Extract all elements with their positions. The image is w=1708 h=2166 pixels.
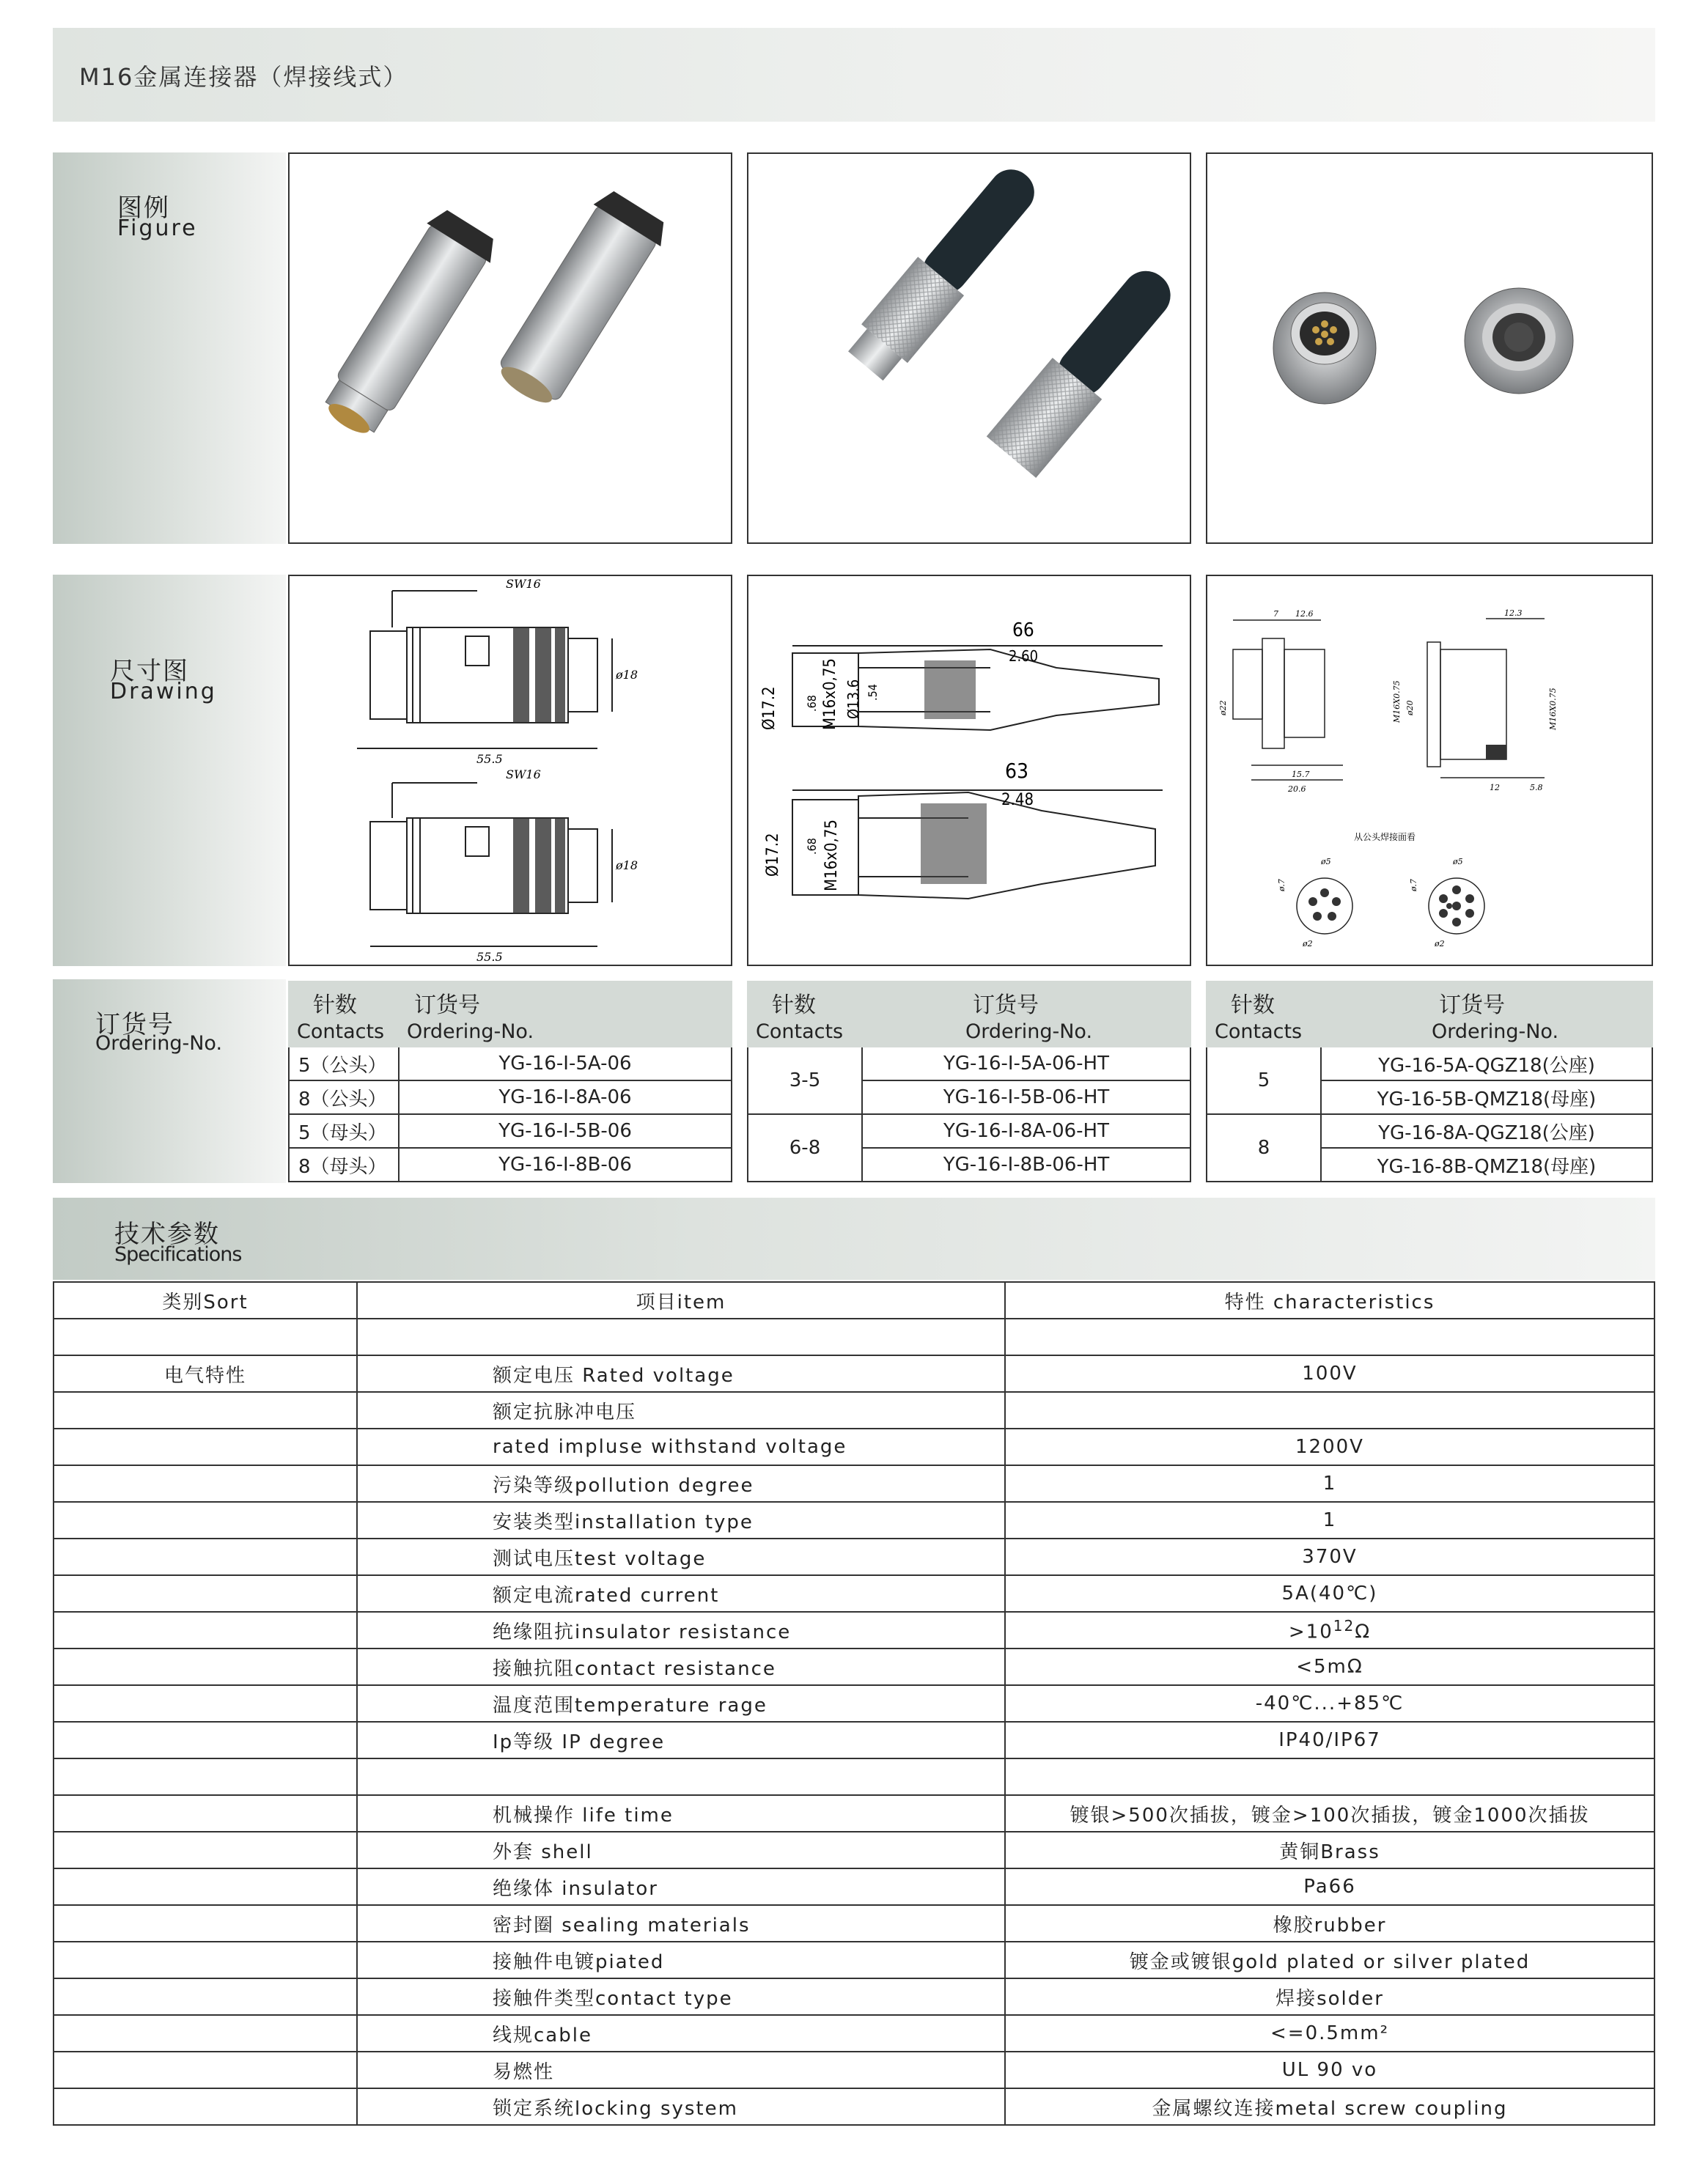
figure-photo-2 — [747, 152, 1191, 544]
spec-item-cell: 绝缘体 insulator — [357, 1868, 1005, 1905]
spec-item-cell: 密封圈 sealing materials — [357, 1905, 1005, 1942]
drawing2-d54: .54 — [866, 684, 880, 701]
spec-item-cell: 额定抗脉冲电压 — [357, 1392, 1005, 1429]
spec-row — [54, 1868, 1654, 1905]
spec-row — [54, 1465, 1654, 1502]
specs-table — [53, 1281, 1655, 2126]
panel-sockets-image — [1207, 154, 1652, 542]
drawing3-thread: M16X0.75 — [1392, 680, 1402, 723]
spec-value-cell: 1 — [1005, 1502, 1654, 1539]
drawing3-thread2: M16X0.75 — [1548, 688, 1558, 730]
contacts-header: 针数 Contacts — [289, 981, 399, 1047]
drawing3-dim-c: 15.7 — [1292, 770, 1310, 779]
spec-row — [54, 1649, 1654, 1685]
drawing-2 — [747, 575, 1191, 966]
spec-value-cell — [1005, 1319, 1654, 1355]
spec-row — [54, 1429, 1654, 1465]
spec-sort-cell — [54, 1868, 357, 1905]
spec-item-cell: 绝缘阻抗insulator resistance — [357, 1612, 1005, 1649]
spec-value-cell: 1200V — [1005, 1429, 1654, 1465]
spec-row — [54, 1392, 1654, 1429]
figure-label-cn: 图例 — [117, 194, 170, 223]
drawing-label-en: Drawing — [110, 679, 217, 704]
spec-value-cell — [1005, 1758, 1654, 1795]
drawing2-sub-bottom: 2.48 — [1001, 791, 1034, 809]
table-row: YG-16-5B-QMZ18(母座) — [1207, 1080, 1652, 1114]
drawing-label-band — [53, 575, 286, 966]
spec-item-cell: 污染等级pollution degree — [357, 1465, 1005, 1502]
solder-connector-drawing — [290, 576, 731, 965]
drawing-label-cn: 尺寸图 — [110, 657, 189, 686]
spec-sort-cell — [54, 1978, 357, 2015]
drawing1-dia-bottom: ø18 — [616, 858, 638, 872]
spec-item-cell: 安装类型installation type — [357, 1502, 1005, 1539]
spec-value-cell: 金属螺纹连接metal screw coupling — [1005, 2088, 1654, 2125]
spec-item-cell: 易燃性 — [357, 2052, 1005, 2088]
drawing3-dim-e: 12.3 — [1504, 608, 1523, 618]
spec-value-cell: -40℃...+85℃ — [1005, 1685, 1654, 1722]
spec-item-cell: 线规cable — [357, 2015, 1005, 2052]
drawing3-d5b: ø5 — [1453, 857, 1463, 866]
spec-sort-cell — [54, 1685, 357, 1722]
figure-photo-3 — [1206, 152, 1653, 544]
table-row: 8（公头） YG-16-I-8A-06 — [289, 1080, 732, 1114]
drawing3-d07b: ø.7 — [1409, 879, 1418, 891]
drawing3-d22: ø22 — [1218, 700, 1228, 715]
spec-sort-cell — [54, 2088, 357, 2125]
specs-label-band — [53, 1198, 1655, 1280]
panel-socket-drawing — [1207, 576, 1652, 965]
table-row: YG-16-I-8B-06-HT — [748, 1148, 1190, 1182]
drawing-1 — [288, 575, 732, 966]
drawing2-threadb: M16x0,75 — [822, 819, 841, 891]
spec-item-cell: 接触件类型contact type — [357, 1978, 1005, 2015]
drawing3-d2b: ø2 — [1435, 939, 1445, 948]
spec-row — [54, 2052, 1654, 2088]
spec-item-cell: 额定电流rated current — [357, 1575, 1005, 1612]
table-row: 5（公头） YG-16-I-5A-06 — [289, 1047, 732, 1080]
table-row: 5 YG-16-5A-QGZ18(公座) — [1207, 1047, 1652, 1080]
spec-value-cell: 焊接solder — [1005, 1978, 1654, 2015]
spec-item-cell: 机械操作 life time — [357, 1795, 1005, 1832]
spec-sort-cell — [54, 1612, 357, 1649]
spec-item-cell: rated impluse withstand voltage — [357, 1429, 1005, 1465]
drawing2-len-bottom: 63 — [1005, 759, 1029, 783]
spec-row — [54, 1942, 1654, 1978]
cable-connector-drawing — [748, 576, 1190, 965]
item-header: 项目item — [357, 1282, 1005, 1319]
ordering-table-2 — [747, 981, 1191, 1182]
drawing2-len-top: 66 — [1012, 619, 1034, 641]
table-row: YG-16-8B-QMZ18(母座) — [1207, 1148, 1652, 1182]
spec-item-cell: 测试电压test voltage — [357, 1539, 1005, 1575]
spec-value-cell: UL 90 vo — [1005, 2052, 1654, 2088]
drawing2-sub-top: 2.60 — [1009, 647, 1039, 665]
specs-header-row — [54, 1282, 1654, 1319]
spec-row — [54, 1575, 1654, 1612]
drawing2-dia1b: Ø17.2 — [764, 833, 782, 877]
spec-sort-cell — [54, 1649, 357, 1685]
spec-row — [54, 1685, 1654, 1722]
spec-sort-cell — [54, 1575, 357, 1612]
spec-value-cell: 370V — [1005, 1539, 1654, 1575]
spec-value-cell: 镀金或镀银gold plated or silver plated — [1005, 1942, 1654, 1978]
drawing2-dia1: Ø17.2 — [760, 686, 778, 730]
spec-value-cell: Pa66 — [1005, 1868, 1654, 1905]
page-title: M16金属连接器（焊接线式） — [79, 63, 408, 91]
ordering-label-cn: 订货号 — [95, 1010, 174, 1039]
spec-row — [54, 1832, 1654, 1868]
drawing2-thread: M16x0,75 — [821, 657, 839, 730]
spec-sort-cell: 电气特性 — [54, 1355, 357, 1392]
drawing3-d2a: ø2 — [1303, 939, 1313, 948]
spec-sort-cell — [54, 1392, 357, 1429]
figure-photo-1 — [288, 152, 732, 544]
spec-sort-cell — [54, 2015, 357, 2052]
drawing3-d07a: ø.7 — [1277, 879, 1286, 891]
spec-sort-cell — [54, 1832, 357, 1868]
spec-item-cell: 接触抗阻contact resistance — [357, 1649, 1005, 1685]
ordering-table-3 — [1206, 981, 1653, 1182]
spec-value-cell: 1 — [1005, 1465, 1654, 1502]
spec-value-cell: 橡胶rubber — [1005, 1905, 1654, 1942]
spec-sort-cell — [54, 1722, 357, 1758]
drawing1-len-top: 55.5 — [476, 752, 503, 766]
table-row: 8（母头） YG-16-I-8B-06 — [289, 1148, 732, 1182]
order-header: 订货号 Ordering-No. — [862, 981, 1190, 1047]
drawing3-dim-a: 7 — [1273, 609, 1278, 619]
spec-item-cell: 温度范围temperature rage — [357, 1685, 1005, 1722]
spec-sort-cell — [54, 1429, 357, 1465]
spec-sort-cell — [54, 1905, 357, 1942]
spec-row — [54, 1319, 1654, 1355]
spec-value-cell: 5A(40℃) — [1005, 1575, 1654, 1612]
drawing2-d68: .68 — [805, 695, 819, 712]
drawing3-dim-d: 20.6 — [1288, 784, 1306, 794]
solder-connectors-image — [290, 154, 731, 542]
spec-value-cell: <5mΩ — [1005, 1649, 1654, 1685]
drawing-3 — [1206, 575, 1653, 966]
spec-sort-cell — [54, 1319, 357, 1355]
specs-label-en: Specifications — [114, 1243, 242, 1266]
drawing1-sw-bottom: SW16 — [506, 767, 541, 781]
drawing1-dia-top: ø18 — [616, 668, 638, 682]
spec-row — [54, 1795, 1654, 1832]
spec-row — [54, 1978, 1654, 2015]
spec-sort-cell — [54, 1502, 357, 1539]
table-row: 5（母头） YG-16-I-5B-06 — [289, 1114, 732, 1148]
spec-item-cell — [357, 1319, 1005, 1355]
spec-row — [54, 1905, 1654, 1942]
drawing2-d68b: .68 — [805, 838, 819, 855]
table-row: 3-5 YG-16-I-5A-06-HT — [748, 1047, 1190, 1080]
ordering-table-1 — [288, 981, 732, 1182]
spec-sort-cell — [54, 1758, 357, 1795]
spec-sort-cell — [54, 2052, 357, 2088]
spec-item-cell: Ip等级 IP degree — [357, 1722, 1005, 1758]
drawing2-d136: Ø13.6 — [844, 679, 862, 719]
spec-value-cell: IP40/IP67 — [1005, 1722, 1654, 1758]
spec-item-cell: 锁定系统locking system — [357, 2088, 1005, 2125]
spec-row — [54, 1539, 1654, 1575]
spec-value-cell: <=0.5mm² — [1005, 2015, 1654, 2052]
spec-row — [54, 2015, 1654, 2052]
table-row: 8 YG-16-8A-QGZ18(公座) — [1207, 1114, 1652, 1148]
spec-row — [54, 2088, 1654, 2125]
spec-value-cell — [1005, 1392, 1654, 1429]
drawing1-len-bottom: 55.5 — [476, 950, 503, 964]
drawing3-d20: ø20 — [1405, 700, 1415, 715]
spec-row — [54, 1355, 1654, 1392]
spec-row — [54, 1722, 1654, 1758]
contacts-header: 针数 Contacts — [1207, 981, 1321, 1047]
sort-header: 类别Sort — [54, 1282, 357, 1319]
drawing3-dim-g: 5.8 — [1530, 783, 1543, 792]
drawing3-dim-f: 12 — [1490, 783, 1500, 792]
spec-item-cell — [357, 1758, 1005, 1795]
order-header: 订货号 Ordering-No. — [1321, 981, 1652, 1047]
spec-row — [54, 1612, 1654, 1649]
spec-item-cell: 接触件电镀piated — [357, 1942, 1005, 1978]
drawing1-sw-top: SW16 — [506, 577, 541, 591]
contacts-header: 针数 Contacts — [748, 981, 862, 1047]
figure-label-en: Figure — [117, 216, 198, 241]
spec-sort-cell — [54, 1465, 357, 1502]
drawing3-d5a: ø5 — [1321, 857, 1331, 866]
spec-row — [54, 1758, 1654, 1795]
characteristics-header: 特性 characteristics — [1005, 1282, 1654, 1319]
spec-value-cell: 100V — [1005, 1355, 1654, 1392]
spec-value-cell: $>10^{12}\Omega$ — [1005, 1612, 1654, 1649]
spec-value-cell: 镀银>500次插拔，镀金>100次插拔，镀金1000次插拔 — [1005, 1795, 1654, 1832]
specs-label-cn: 技术参数 — [114, 1220, 220, 1249]
spec-sort-cell — [54, 1539, 357, 1575]
spec-item-cell: 外套 shell — [357, 1832, 1005, 1868]
table-row: YG-16-I-5B-06-HT — [748, 1080, 1190, 1114]
spec-sort-cell — [54, 1942, 357, 1978]
spec-item-cell: 额定电压 Rated voltage — [357, 1355, 1005, 1392]
ordering-label-en: Ordering-No. — [95, 1032, 223, 1055]
drawing3-dim-b: 12.6 — [1295, 609, 1314, 619]
spec-value-cell: 黄铜Brass — [1005, 1832, 1654, 1868]
spec-sort-cell — [54, 1795, 357, 1832]
order-header: 订货号 Ordering-No. — [399, 981, 732, 1047]
table-row: 6-8 YG-16-I-8A-06-HT — [748, 1114, 1190, 1148]
spec-row — [54, 1502, 1654, 1539]
cable-connectors-image — [748, 154, 1190, 542]
drawing3-caption: 从公头焊接面看 — [1354, 832, 1416, 842]
